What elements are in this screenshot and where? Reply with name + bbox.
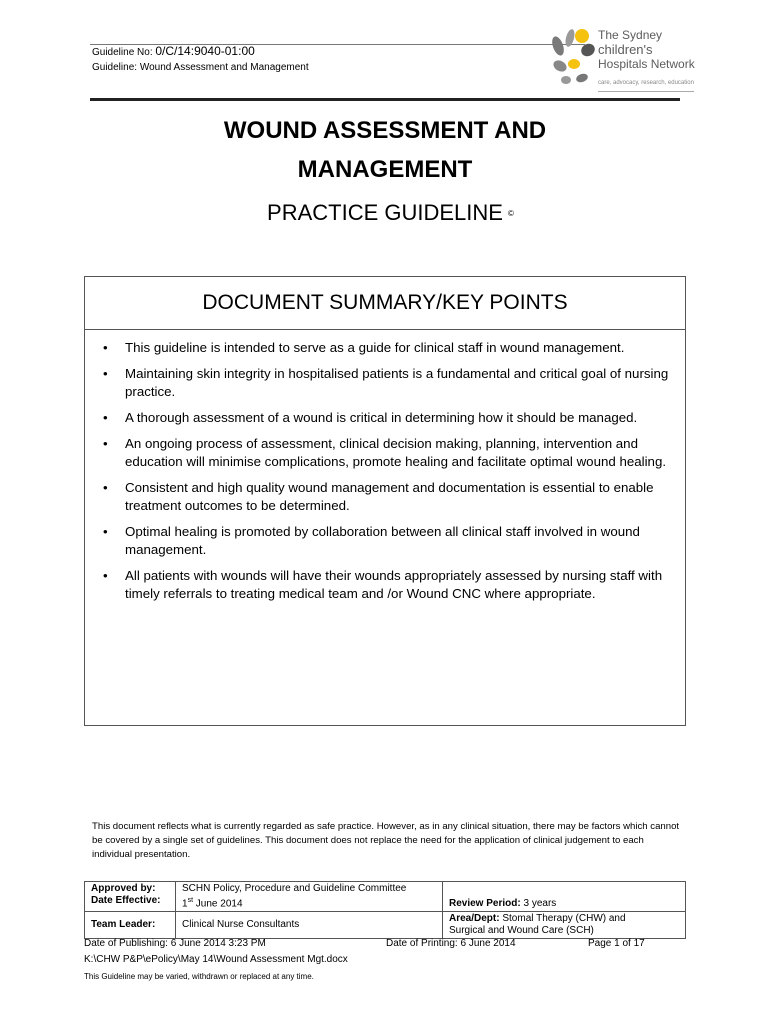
logo-leaf xyxy=(550,35,566,57)
logo-text-line3: Hospitals Network xyxy=(598,57,695,71)
team-leader-value-cell xyxy=(176,912,443,939)
bullet-icon: • xyxy=(103,568,108,583)
logo-leaf xyxy=(561,76,571,84)
review-period-value: 3 years xyxy=(523,898,557,910)
footer-note: This Guideline may be varied, withdrawn or replaced at any time. xyxy=(84,972,314,981)
approval-table xyxy=(84,881,686,939)
key-point xyxy=(85,523,685,559)
logo-leaf xyxy=(575,72,589,84)
file-path: K:\CHW P&P\ePolicy\May 14\Wound Assessment Mgt.docx xyxy=(84,954,348,965)
date-effective-value xyxy=(182,895,436,910)
header-rule xyxy=(90,98,680,101)
approval-values-cell xyxy=(176,882,443,912)
bullet-icon: • xyxy=(103,410,108,425)
key-point xyxy=(85,435,685,471)
table-row xyxy=(85,882,686,912)
team-leader-value: Clinical Nurse Consultants xyxy=(182,919,300,931)
table-row xyxy=(85,912,686,939)
copyright-mark: © xyxy=(508,209,514,218)
document-subtitle: PRACTICE GUIDELINE xyxy=(267,200,503,225)
date-of-printing-value: 6 June 2014 xyxy=(460,938,516,949)
key-point xyxy=(85,567,685,603)
review-period-cell xyxy=(443,882,686,912)
key-point xyxy=(85,479,685,515)
area-line1: Stomal Therapy (CHW) and xyxy=(502,913,626,925)
logo-leaf xyxy=(564,28,576,47)
disclaimer-text: This document reflects what is currently regarded as safe practice. However, as in any clinical situation, there may be factors which cannot be covered by a single set of guidelines. This document does not replace the need for the application of clinical judgement to each individual presentation. xyxy=(92,821,680,860)
guideline-number-value: 0/C/14:9040-01:00 xyxy=(155,44,255,58)
date-of-publishing-label: Date of Publishing: xyxy=(84,938,168,949)
guideline-number xyxy=(92,44,255,58)
key-points-list xyxy=(85,339,685,611)
key-point xyxy=(85,339,685,357)
logo-leaf xyxy=(568,59,580,69)
date-of-publishing xyxy=(84,938,266,949)
guideline-name-label: Guideline: xyxy=(92,62,138,73)
page-number: Page 1 of 17 xyxy=(588,938,645,949)
date-of-printing-label: Date of Printing: xyxy=(386,938,458,949)
approval-labels-cell xyxy=(85,882,176,912)
logo-tagline: care, advocacy, research, education xyxy=(598,80,694,86)
team-leader-label: Team Leader: xyxy=(91,919,156,931)
date-effective-label: Date Effective: xyxy=(91,895,161,906)
key-point xyxy=(85,409,685,427)
key-point-text: A thorough assessment of a wound is critical in determining how it should be managed. xyxy=(125,410,638,425)
summary-box xyxy=(84,276,686,726)
logo-leaf xyxy=(551,58,568,74)
logo-text-line2: children's xyxy=(598,42,653,57)
key-point-text: Maintaining skin integrity in hospitalised patients is a fundamental and critical goal of nursing practice. xyxy=(125,366,669,399)
guideline-name-value: Wound Assessment and Management xyxy=(139,62,309,73)
area-line2: Surgical and Wound Care (SCH) xyxy=(449,925,594,937)
key-point-text: This guideline is intended to serve as a guide for clinical staff in wound management. xyxy=(125,340,625,355)
bullet-icon: • xyxy=(103,436,108,451)
key-point-text: All patients with wounds will have their wounds appropriately assessed by nursing staff with timely referrals to treating medical team and /or Wound CNC where appropriate. xyxy=(125,568,663,601)
bullet-icon: • xyxy=(103,340,108,355)
area-label: Area/Dept: xyxy=(449,913,500,925)
guideline-name xyxy=(92,62,309,73)
summary-heading: DOCUMENT SUMMARY/KEY POINTS xyxy=(85,277,685,330)
guideline-number-label: Guideline No: xyxy=(92,47,153,58)
document-title-line2: MANAGEMENT xyxy=(297,156,473,183)
approved-by-label: Approved by: xyxy=(91,883,156,894)
bullet-icon: • xyxy=(103,480,108,495)
date-effective-rest: June 2014 xyxy=(193,898,243,910)
key-point-text: Optimal healing is promoted by collaboration between all clinical staff involved in wound management. xyxy=(125,524,640,557)
team-leader-label-cell xyxy=(85,912,176,939)
logo-leaf xyxy=(579,41,597,58)
approved-by-value: SCHN Policy, Procedure and Guideline Committee xyxy=(182,883,407,894)
key-point-text: An ongoing process of assessment, clinical decision making, planning, intervention and education will minimise complications, promote healing and facilitate optimal wound healing. xyxy=(125,436,667,469)
bullet-icon: • xyxy=(103,366,108,381)
key-point-text: Consistent and high quality wound management and documentation is essential to enable treatment outcomes to be determined. xyxy=(125,480,654,513)
review-period-label: Review Period: xyxy=(449,898,521,910)
date-effective-day: 1 xyxy=(182,898,188,910)
date-of-printing xyxy=(386,938,516,949)
area-cell xyxy=(443,912,686,939)
bullet-icon: • xyxy=(103,524,108,539)
document-title-line1: WOUND ASSESSMENT AND xyxy=(223,117,547,144)
date-of-publishing-value: 6 June 2014 3:23 PM xyxy=(170,938,266,949)
logo-leaf xyxy=(575,29,589,43)
date-effective-suffix: st xyxy=(187,897,194,904)
logo-text-line1: The Sydney xyxy=(598,28,663,42)
key-point xyxy=(85,365,685,401)
